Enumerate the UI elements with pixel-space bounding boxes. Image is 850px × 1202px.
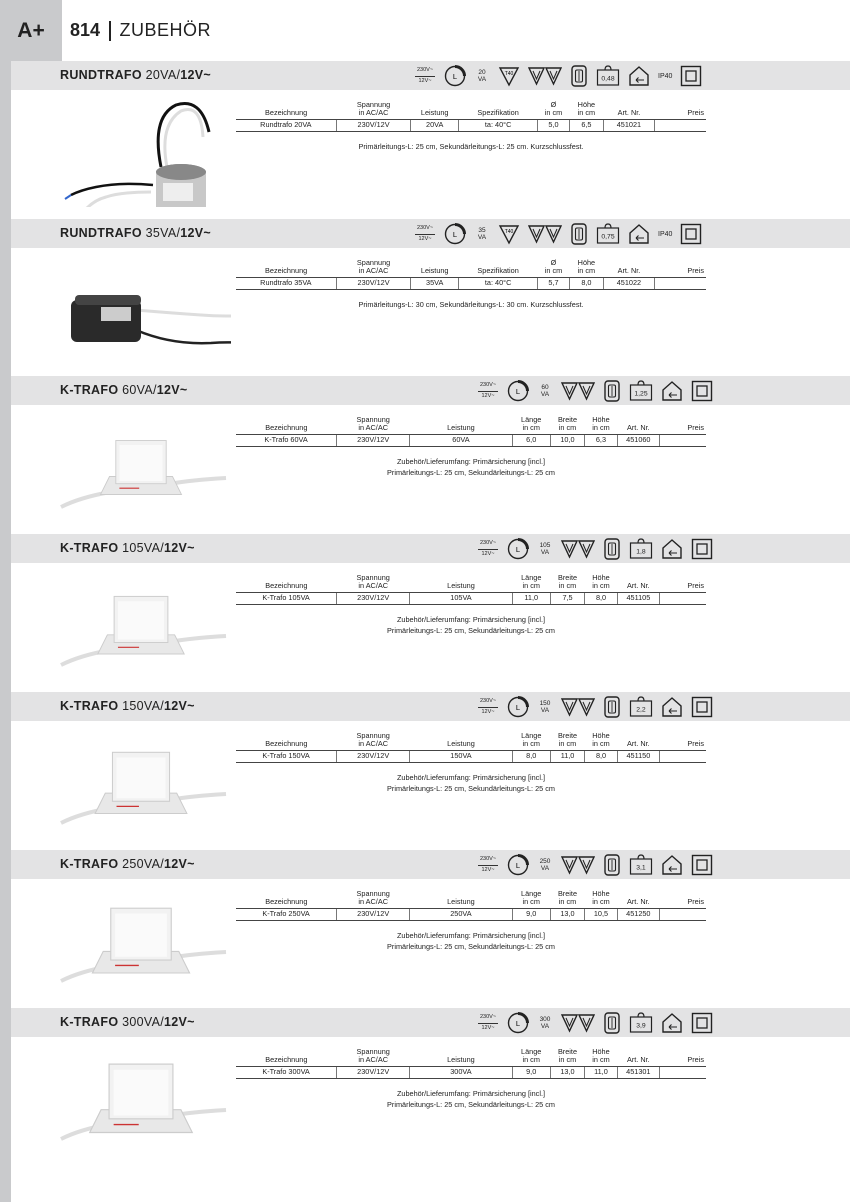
column-header: Bezeichnung [236,259,336,277]
table-cell: K-Trafo 150VA [236,750,337,762]
table-cell: 5,0 [538,119,570,131]
product-notes [236,930,706,953]
table-cell: 250VA [410,908,512,920]
product-note: Primärleitungs-L: 25 cm, Sekundärleitungs-L: 25 cm [387,626,555,636]
product-image [51,570,231,680]
protection-class-icon [691,380,713,402]
indoor-use-icon [661,696,683,718]
svg-text:3,9: 3,9 [636,1022,646,1030]
column-header: Höhe in cm [585,1048,618,1066]
certification-icons [414,221,702,247]
dimmer-icon [507,696,529,718]
table-cell [659,750,706,762]
product-title: K-TRAFO 60VA/12V~ [60,383,188,397]
column-header: Breite in cm [550,890,584,908]
weight-icon [629,696,653,718]
temperature-rating-icon [498,223,520,245]
column-header: Bezeichnung [236,416,337,434]
table-cell [654,277,706,289]
table-cell [654,119,706,131]
protection-class-icon [691,854,713,876]
table-cell: ta: 40°C [459,277,538,289]
product-note: Primärleitungs-L: 25 cm, Sekundärleitungs-L: 25 cm [387,784,555,794]
weight-icon [629,854,653,876]
thermal-fuse-icon [603,695,621,719]
wattage-label: 250 VA [539,857,551,872]
table-cell: Rundtrafo 20VA [236,119,336,131]
wattage-label: 300 VA [539,1015,551,1030]
spec-table [236,416,706,447]
product-notes [236,456,706,479]
table-cell [659,592,706,604]
table-cell: 8,0 [569,277,603,289]
protection-class-icon [680,65,702,87]
product-note: Zubehör/Lieferumfang: Primärsicherung [incl.] [396,457,546,466]
column-header: Bezeichnung [236,890,337,908]
table-cell: 11,0 [585,1066,618,1078]
column-header: Spezifikation [459,259,538,277]
table-row [236,1066,706,1078]
column-header: Bezeichnung [236,1048,337,1066]
ip-rating: IP40 [658,230,673,238]
indoor-use-icon [628,223,650,245]
furniture-mounting-icon [561,1012,595,1034]
product-note: Primärleitungs-L: 30 cm, Sekundärleitungs-L: 30 cm. Kurzschlussfest. [358,300,584,309]
table-cell: 6,5 [569,119,603,131]
certification-icons [414,63,702,89]
table-cell: 230V/12V [336,119,411,131]
column-header: Höhe in cm [569,259,603,277]
product-image [51,886,231,996]
table-cell [659,434,706,446]
product-section [11,219,850,377]
voltage-icon: 230V~ 12V~ [479,698,497,715]
column-header: Ø in cm [538,259,570,277]
certification-icons [477,378,713,404]
column-header: Spannung in AC/AC [337,1048,410,1066]
column-header: Spannung in AC/AC [337,890,410,908]
column-header: Länge in cm [512,1048,550,1066]
table-cell: 13,0 [550,908,584,920]
voltage-icon: 230V~ 12V~ [479,856,497,873]
table-cell: 451150 [617,750,659,762]
protection-class-icon [691,1012,713,1034]
column-header: Breite in cm [550,1048,584,1066]
furniture-mounting-icon [561,854,595,876]
column-header: Höhe in cm [585,416,618,434]
furniture-mounting-icon [561,696,595,718]
voltage-icon: 230V~ 12V~ [479,1014,497,1031]
table-cell: 451021 [603,119,654,131]
column-header: Höhe in cm [569,101,603,119]
thermal-fuse-icon [603,379,621,403]
table-cell: 300VA [410,1066,512,1078]
table-cell: 35VA [411,277,459,289]
thermal-fuse-icon [570,222,588,246]
svg-text:L: L [515,861,521,870]
table-row [236,592,706,604]
column-header: Bezeichnung [236,574,337,592]
product-section [11,692,850,850]
product-section [11,376,850,534]
voltage-icon: 230V~ 12V~ [416,225,434,242]
column-header: Bezeichnung [236,732,337,750]
table-cell: 13,0 [550,1066,584,1078]
dimmer-icon [507,1012,529,1034]
indoor-use-icon [628,65,650,87]
table-cell: 60VA [410,434,512,446]
wattage-label: 150 VA [539,699,551,714]
svg-text:L: L [515,703,521,712]
column-header: Höhe in cm [585,732,618,750]
column-header: Art. Nr. [617,890,659,908]
svg-text:0,48: 0,48 [601,75,615,83]
thermal-fuse-icon [570,64,588,88]
weight-icon [629,538,653,560]
product-note: Zubehör/Lieferumfang: Primärsicherung [incl.] [396,1089,546,1098]
thermal-fuse-icon [603,853,621,877]
svg-text:T40: T40 [504,229,514,235]
column-header: Preis [654,101,706,119]
column-header: Spannung in AC/AC [336,259,411,277]
voltage-icon: 230V~ 12V~ [416,67,434,84]
column-header: Länge in cm [512,732,550,750]
column-header: Art. Nr. [603,259,654,277]
product-image [51,97,231,207]
table-cell: 105VA [410,592,512,604]
spec-table [236,101,706,132]
column-header: Art. Nr. [617,732,659,750]
product-title: K-TRAFO 105VA/12V~ [60,541,195,555]
table-row [236,908,706,920]
protection-class-icon [680,223,702,245]
column-header: Breite in cm [550,732,584,750]
product-section [11,534,850,692]
column-header: Preis [659,890,706,908]
table-cell: 230V/12V [337,750,410,762]
product-title: K-TRAFO 300VA/12V~ [60,1015,195,1029]
product-notes [236,141,706,152]
table-cell: K-Trafo 300VA [236,1066,337,1078]
product-note: Zubehör/Lieferumfang: Primärsicherung [incl.] [396,615,546,624]
column-header: Leistung [410,1048,512,1066]
column-header: Preis [654,259,706,277]
column-header: Leistung [410,732,512,750]
product-notes [236,1088,706,1111]
page-header [70,20,211,41]
certification-icons [477,536,713,562]
spec-table [236,259,706,290]
table-cell: 8,0 [512,750,550,762]
table-cell: 451022 [603,277,654,289]
product-notes [236,299,706,310]
table-cell: 451301 [617,1066,659,1078]
product-note: Zubehör/Lieferumfang: Primärsicherung [incl.] [396,931,546,940]
table-cell: 451060 [617,434,659,446]
protection-class-icon [691,538,713,560]
dimmer-icon [444,65,466,87]
column-header: Art. Nr. [617,1048,659,1066]
dimmer-icon [507,380,529,402]
table-cell: 230V/12V [336,277,411,289]
table-cell: 20VA [411,119,459,131]
table-cell: 6,0 [512,434,550,446]
thermal-fuse-icon [603,537,621,561]
svg-text:0,75: 0,75 [601,233,615,241]
column-header: Leistung [411,259,459,277]
column-header: Bezeichnung [236,101,336,119]
spec-table [236,574,706,605]
page-number: 814 [70,20,101,40]
product-section [11,61,850,219]
svg-text:L: L [452,72,458,81]
wattage-label: 20 VA [477,68,487,83]
chapter-tab: A+ [0,0,62,61]
furniture-mounting-icon [561,538,595,560]
column-header: Preis [659,416,706,434]
column-header: Leistung [410,890,512,908]
column-header: Spannung in AC/AC [337,574,410,592]
header-divider [109,21,111,41]
column-header: Spezifikation [459,101,538,119]
column-header: Preis [659,732,706,750]
column-header: Breite in cm [550,574,584,592]
weight-icon [596,223,620,245]
spec-table [236,890,706,921]
table-cell: K-Trafo 60VA [236,434,337,446]
indoor-use-icon [661,854,683,876]
product-notes [236,772,706,795]
product-note: Primärleitungs-L: 25 cm, Sekundärleitungs-L: 25 cm [387,942,555,952]
column-header: Länge in cm [512,574,550,592]
side-strip [0,0,11,1202]
table-cell: K-Trafo 250VA [236,908,337,920]
indoor-use-icon [661,538,683,560]
table-cell: 9,0 [512,1066,550,1078]
table-cell: ta: 40°C [459,119,538,131]
product-section [11,1008,850,1166]
furniture-mounting-icon [528,65,562,87]
product-note: Primärleitungs-L: 25 cm, Sekundärleitungs-L: 25 cm. Kurzschlussfest. [358,142,584,151]
certification-icons [477,694,713,720]
product-image [51,412,231,522]
product-title: RUNDTRAFO 35VA/12V~ [60,226,212,240]
column-header: Spannung in AC/AC [337,416,410,434]
table-cell [659,908,706,920]
product-image [51,255,231,365]
table-cell: 7,5 [550,592,584,604]
svg-text:L: L [515,545,521,554]
product-title: RUNDTRAFO 20VA/12V~ [60,68,212,82]
svg-text:T40: T40 [504,71,514,77]
protection-class-icon [691,696,713,718]
indoor-use-icon [661,380,683,402]
table-cell: Rundtrafo 35VA [236,277,336,289]
svg-text:L: L [515,1019,521,1028]
spec-table [236,732,706,763]
dimmer-icon [507,538,529,560]
svg-text:L: L [452,230,458,239]
table-row [236,119,706,131]
weight-icon [596,65,620,87]
svg-text:1,8: 1,8 [636,548,646,556]
table-row [236,277,706,289]
temperature-rating-icon [498,65,520,87]
furniture-mounting-icon [528,223,562,245]
product-image [51,728,231,838]
wattage-label: 35 VA [477,226,487,241]
table-cell: 5,7 [538,277,570,289]
table-row [236,434,706,446]
column-header: Art. Nr. [617,574,659,592]
dimmer-icon [507,854,529,876]
dimmer-icon [444,223,466,245]
svg-text:2,2: 2,2 [636,706,646,714]
table-cell: 230V/12V [337,908,410,920]
svg-text:3,1: 3,1 [636,864,646,872]
page-title: ZUBEHÖR [119,20,212,40]
table-cell: 11,0 [512,592,550,604]
column-header: Leistung [410,416,512,434]
product-title: K-TRAFO 150VA/12V~ [60,699,195,713]
thermal-fuse-icon [603,1011,621,1035]
table-cell: 9,0 [512,908,550,920]
product-title: K-TRAFO 250VA/12V~ [60,857,195,871]
product-note: Primärleitungs-L: 25 cm, Sekundärleitungs-L: 25 cm [387,1100,555,1110]
weight-icon [629,380,653,402]
table-cell: 10,5 [585,908,618,920]
table-cell [659,1066,706,1078]
weight-icon [629,1012,653,1034]
column-header: Leistung [411,101,459,119]
column-header: Preis [659,1048,706,1066]
table-cell: 230V/12V [337,592,410,604]
furniture-mounting-icon [561,380,595,402]
wattage-label: 105 VA [539,541,551,556]
certification-icons [477,852,713,878]
column-header: Ø in cm [538,101,570,119]
table-cell: 6,3 [585,434,618,446]
product-section [11,850,850,1008]
table-cell: 11,0 [550,750,584,762]
product-image [51,1044,231,1154]
column-header: Preis [659,574,706,592]
svg-text:L: L [515,387,521,396]
table-cell: 230V/12V [337,434,410,446]
column-header: Höhe in cm [585,890,618,908]
table-cell: 150VA [410,750,512,762]
column-header: Spannung in AC/AC [337,732,410,750]
voltage-icon: 230V~ 12V~ [479,382,497,399]
column-header: Länge in cm [512,890,550,908]
table-cell: 451105 [617,592,659,604]
ip-rating: IP40 [658,72,673,80]
indoor-use-icon [661,1012,683,1034]
column-header: Höhe in cm [585,574,618,592]
wattage-label: 60 VA [540,383,550,398]
table-cell: 10,0 [550,434,584,446]
table-row [236,750,706,762]
column-header: Art. Nr. [603,101,654,119]
product-note: Zubehör/Lieferumfang: Primärsicherung [incl.] [396,773,546,782]
table-cell: 230V/12V [337,1066,410,1078]
certification-icons [477,1010,713,1036]
column-header: Länge in cm [512,416,550,434]
table-cell: K-Trafo 105VA [236,592,337,604]
svg-text:1,25: 1,25 [634,390,648,398]
spec-table [236,1048,706,1079]
table-cell: 8,0 [585,592,618,604]
column-header: Art. Nr. [617,416,659,434]
table-cell: 8,0 [585,750,618,762]
product-note: Primärleitungs-L: 25 cm, Sekundärleitungs-L: 25 cm [387,468,555,478]
column-header: Breite in cm [550,416,584,434]
table-cell: 451250 [617,908,659,920]
product-notes [236,614,706,637]
column-header: Leistung [410,574,512,592]
voltage-icon: 230V~ 12V~ [479,540,497,557]
column-header: Spannung in AC/AC [336,101,411,119]
